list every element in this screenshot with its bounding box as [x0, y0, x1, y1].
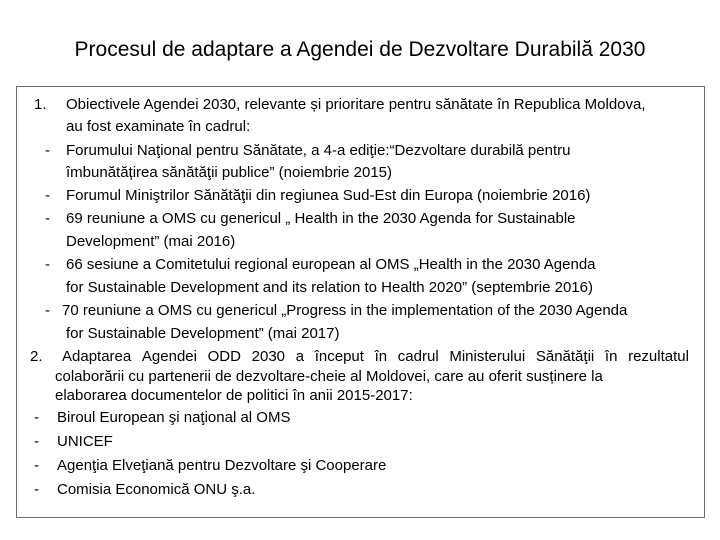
item-2-sub-3-dash: -	[34, 457, 39, 474]
item-1-sub-2-dash: -	[45, 187, 50, 204]
justified-word: început	[314, 348, 364, 365]
item-1-sub-4-line-2: for Sustainable Development and its relation to Health 2020” (septembrie 2016)	[66, 279, 593, 296]
item-2-line-1	[62, 348, 689, 366]
item-1-sub-4-dash: -	[45, 256, 50, 273]
item-2-line-2: colaborării cu partenerii de dezvoltare-cheie al Moldovei, care au oferit susținere la	[55, 368, 603, 385]
item-1-sub-1-line-1: Forumului Naţional pentru Sănătate, a 4-a ediţie:“Dezvoltare durabilă pentru	[66, 142, 571, 159]
slide-title: Procesul de adaptare a Agendei de Dezvoltare Durabilă 2030	[74, 38, 646, 61]
item-2-number: 2.	[30, 348, 43, 365]
item-1-sub-2-line-1: Forumul Miniştrilor Sănătăţii din regiunea Sud-Est din Europa (noiembrie 2016)	[66, 187, 591, 204]
item-2-line-3: elaborarea documentelor de politici în anii 2015-2017:	[55, 387, 413, 404]
item-2-sub-1-line-1: Biroul European şi naţional al OMS	[57, 409, 291, 426]
item-2-sub-2-line-1: UNICEF	[57, 433, 113, 450]
item-1-sub-3-dash: -	[45, 210, 50, 227]
justified-word: a	[295, 348, 305, 365]
item-1-line-1: Obiectivele Agendei 2030, relevante și prioritare pentru sănătate în Republica Moldova,	[66, 96, 646, 113]
justified-word: Ministerului	[449, 348, 526, 365]
justified-word: ODD	[207, 348, 241, 365]
justified-word: Sănătăţii	[535, 348, 595, 365]
justified-word: Adaptarea	[62, 348, 132, 365]
item-1-sub-5-line-2: for Sustainable Development” (mai 2017)	[66, 325, 340, 342]
justified-word: cadrul	[397, 348, 439, 365]
justified-word: rezultatul	[628, 348, 689, 365]
item-1-sub-3-line-2: Development” (mai 2016)	[66, 233, 236, 250]
item-2-sub-4-dash: -	[34, 481, 39, 498]
item-1-sub-1-line-2: îmbunătățirea sănătăţii publice” (noiembrie 2015)	[66, 164, 393, 181]
item-2-sub-2-dash: -	[34, 433, 39, 450]
item-1-sub-3-line-1: 69 reuniune a OMS cu genericul „ Health in the 2030 Agenda for Sustainable	[66, 210, 576, 227]
item-2-sub-1-dash: -	[34, 409, 39, 426]
item-1-sub-5-dash: -	[45, 302, 50, 319]
justified-word: în	[604, 348, 618, 365]
item-2-sub-3-line-1: Agenţia Elveţiană pentru Dezvoltare şi Cooperare	[57, 457, 387, 474]
item-1-sub-4-line-1: 66 sesiune a Comitetului regional european al OMS „Health in the 2030 Agenda	[66, 256, 596, 273]
justified-word: Agendei	[141, 348, 197, 365]
item-1-sub-1-dash: -	[45, 142, 50, 159]
justified-word: 2030	[251, 348, 286, 365]
justified-word: în	[374, 348, 388, 365]
item-1-sub-5-line-1: 70 reuniune a OMS cu genericul „Progress in the implementation of the 2030 Agenda	[62, 302, 628, 319]
item-1-number: 1.	[34, 96, 47, 113]
item-1-line-2: au fost examinate în cadrul:	[66, 118, 251, 135]
item-2-sub-4-line-1: Comisia Economică ONU ş.a.	[57, 481, 256, 498]
